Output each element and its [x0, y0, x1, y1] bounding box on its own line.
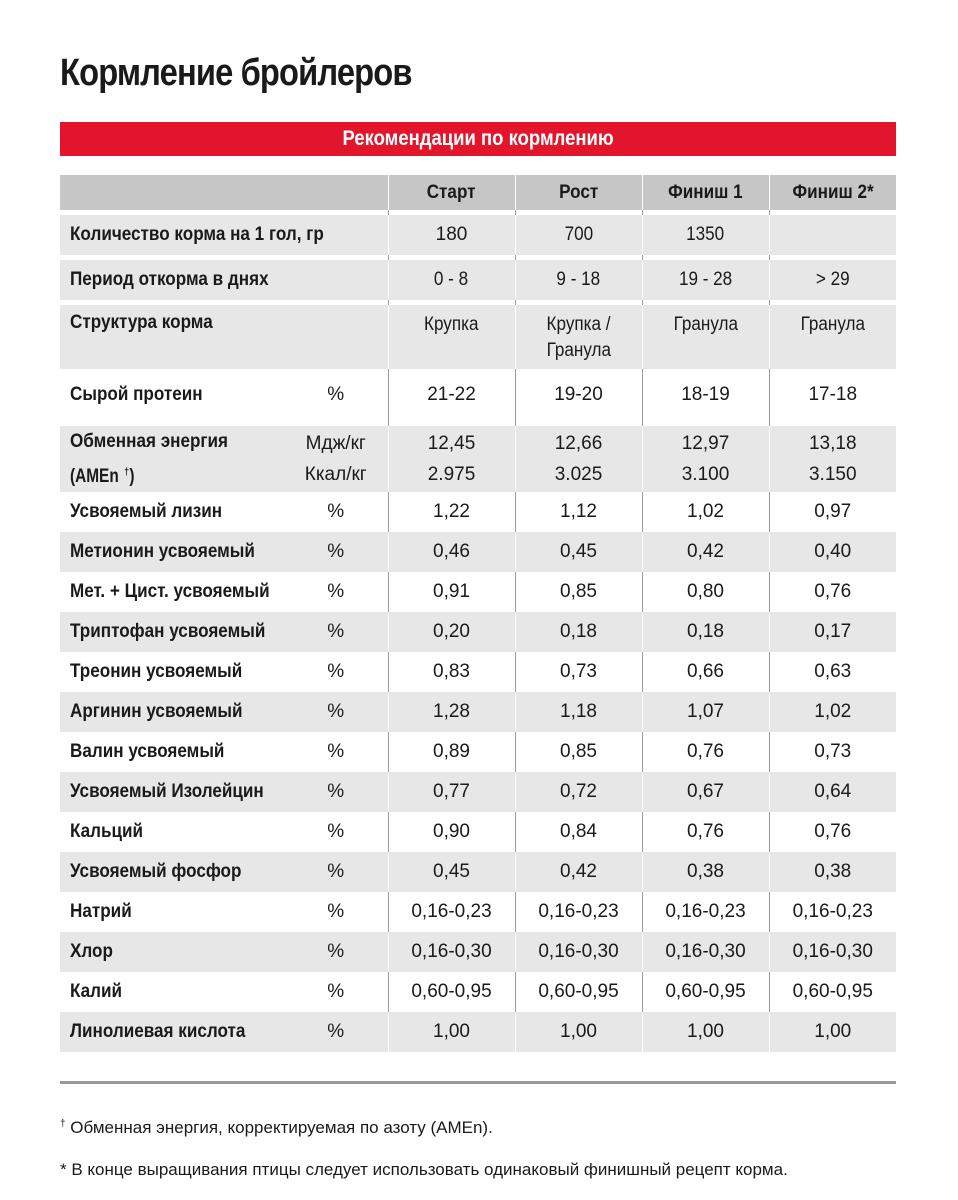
- row-unit: %: [300, 852, 388, 892]
- table-cell: 12,97 3.100: [642, 426, 769, 492]
- row-unit: %: [327, 981, 345, 1003]
- table-cell: 18-19: [642, 369, 769, 421]
- table-cell: 0,16-0,23: [642, 892, 769, 932]
- footnote-dagger: † Обменная энергия, корректируемая по азоту (AMEn).: [60, 1118, 493, 1137]
- table-row: [60, 732, 896, 772]
- row-label: Структура корма: [60, 305, 388, 369]
- table-cell: 0,76: [642, 812, 769, 852]
- table-cell: 0,16-0,30: [388, 932, 515, 972]
- row-unit: %: [300, 532, 388, 572]
- feeding-table: [60, 175, 896, 1052]
- table-cell: 0,73: [769, 732, 896, 772]
- table-cell: 0,97: [769, 492, 896, 532]
- table-cell: [769, 215, 896, 255]
- table-cell: 0,64: [769, 772, 896, 812]
- column-header: Старт: [388, 175, 515, 210]
- banner-text: Рекомендации по кормлению: [342, 127, 614, 150]
- table-cell: > 29: [769, 260, 896, 300]
- row-label: Калий: [70, 981, 123, 1003]
- table-cell: 1,02: [769, 692, 896, 732]
- table-cell: 0,45: [515, 532, 642, 572]
- footnote-star: * В конце выращивания птицы следует использовать одинаковый финишный рецепт корма.: [60, 1160, 788, 1179]
- table-cell: 1,12: [515, 492, 642, 532]
- table-row: [60, 426, 896, 492]
- table-row: [60, 1012, 896, 1052]
- table-cell: 0,16-0,30: [769, 932, 896, 972]
- column-header: Финиш 2*: [769, 175, 896, 210]
- row-label: Линолиевая кислота: [60, 1012, 300, 1052]
- table-cell: 9 - 18: [515, 260, 642, 300]
- table-row: [60, 305, 896, 369]
- table-cell: 0,80: [642, 572, 769, 612]
- row-unit: %: [300, 1012, 388, 1052]
- column-header: Рост: [515, 175, 642, 210]
- table-cell: 1,02: [642, 492, 769, 532]
- table-cell: 0,60-0,95: [388, 972, 515, 1012]
- row-unit: %: [327, 661, 345, 683]
- table-row: [60, 260, 896, 300]
- table-row: [60, 852, 896, 892]
- table-cell: 0,46: [388, 532, 515, 572]
- row-label: Сырой протеин: [70, 384, 203, 405]
- row-unit: %: [300, 612, 388, 652]
- table-cell: 0,16-0,30: [515, 932, 642, 972]
- row-label: Треонин усвояемый: [70, 661, 243, 683]
- table-row: [60, 652, 896, 692]
- table-cell: 0,91: [388, 572, 515, 612]
- table-cell: 0,42: [642, 532, 769, 572]
- table-cell: 0,76: [769, 812, 896, 852]
- table-header-row: [60, 175, 896, 210]
- row-unit: %: [327, 501, 345, 523]
- table-cell: 0,72: [515, 772, 642, 812]
- section-banner: [60, 122, 896, 156]
- table-row: [60, 492, 896, 532]
- table-cell: 0,90: [388, 812, 515, 852]
- table-cell: 1,00: [388, 1012, 515, 1052]
- row-label: Хлор: [60, 932, 300, 972]
- table-cell: 0,45: [388, 852, 515, 892]
- table-cell: 0,83: [388, 652, 515, 692]
- table-cell: 0,60-0,95: [515, 972, 642, 1012]
- table-cell: 1,00: [769, 1012, 896, 1052]
- table-cell: 0,16-0,23: [769, 892, 896, 932]
- table-row: [60, 532, 896, 572]
- table-bottom-rule: [60, 1081, 896, 1084]
- table-cell: 1,22: [388, 492, 515, 532]
- table-cell: 1,00: [515, 1012, 642, 1052]
- table-cell: 0,60-0,95: [769, 972, 896, 1012]
- table-cell: 0,73: [515, 652, 642, 692]
- table-row: [60, 692, 896, 732]
- table-row: [60, 215, 896, 255]
- row-label: Обменная энергия (AMEn †): [60, 426, 300, 492]
- row-label: Метионин усвояемый: [60, 532, 300, 572]
- table-row: [60, 612, 896, 652]
- row-label: Усвояемый фосфор: [60, 852, 300, 892]
- table-cell: 0,38: [642, 852, 769, 892]
- table-cell: 1,07: [642, 692, 769, 732]
- table-cell: 1,18: [515, 692, 642, 732]
- table-cell: 0,76: [769, 572, 896, 612]
- row-unit: Мдж/кг Ккал/кг: [300, 426, 388, 492]
- table-cell: 19-20: [515, 369, 642, 421]
- row-label: Количество корма на 1 гол, гр: [60, 215, 388, 255]
- table-cell: 0,84: [515, 812, 642, 852]
- row-label: Мет. + Цист. усвояемый: [70, 581, 270, 603]
- table-cell: 0,40: [769, 532, 896, 572]
- row-unit: %: [300, 692, 388, 732]
- table-cell: Гранула: [642, 305, 769, 369]
- table-cell: 21-22: [388, 369, 515, 421]
- table-row: [60, 892, 896, 932]
- table-cell: 1,28: [388, 692, 515, 732]
- table-cell: 0,18: [642, 612, 769, 652]
- row-unit: %: [327, 741, 345, 763]
- table-cell: 12,45 2.975: [388, 426, 515, 492]
- table-cell: 0,76: [642, 732, 769, 772]
- table-cell: 0 - 8: [388, 260, 515, 300]
- table-cell: 0,89: [388, 732, 515, 772]
- row-unit: %: [327, 581, 345, 603]
- row-label: Триптофан усвояемый: [60, 612, 300, 652]
- table-cell: 0,67: [642, 772, 769, 812]
- table-cell: 17-18: [769, 369, 896, 421]
- table-cell: 0,20: [388, 612, 515, 652]
- row-label: Усвояемый Изолейцин: [60, 772, 300, 812]
- table-cell: 1,00: [642, 1012, 769, 1052]
- table-cell: 0,38: [769, 852, 896, 892]
- row-label: Натрий: [70, 901, 132, 923]
- table-cell: 0,16-0,30: [642, 932, 769, 972]
- table-cell: 0,63: [769, 652, 896, 692]
- table-row: [60, 572, 896, 612]
- row-unit: %: [300, 932, 388, 972]
- row-label: Кальций: [70, 821, 144, 843]
- table-cell: 0,66: [642, 652, 769, 692]
- table-cell: 19 - 28: [642, 260, 769, 300]
- table-row: [60, 972, 896, 1012]
- table-cell: 0,60-0,95: [642, 972, 769, 1012]
- row-label: Период откорма в днях: [60, 260, 388, 300]
- table-row: [60, 932, 896, 972]
- table-cell: 0,85: [515, 732, 642, 772]
- row-unit: %: [327, 384, 345, 405]
- row-unit: %: [300, 772, 388, 812]
- table-cell: 180: [388, 215, 515, 255]
- row-label: Усвояемый лизин: [70, 501, 223, 523]
- column-header: Финиш 1: [642, 175, 769, 210]
- row-unit: %: [327, 901, 345, 923]
- table-cell: Гранула: [769, 305, 896, 369]
- table-cell: 0,16-0,23: [515, 892, 642, 932]
- table-cell: 0,85: [515, 572, 642, 612]
- table-cell: Крупка: [388, 305, 515, 369]
- table-cell: 1350: [642, 215, 769, 255]
- table-cell: 0,17: [769, 612, 896, 652]
- page-title: Кормление бройлеров: [60, 52, 412, 94]
- table-cell: 0,18: [515, 612, 642, 652]
- table-row: [60, 772, 896, 812]
- table-cell: 13,18 3.150: [769, 426, 896, 492]
- table-cell: Крупка / Гранула: [515, 305, 642, 369]
- table-cell: 0,16-0,23: [388, 892, 515, 932]
- row-label: Валин усвояемый: [70, 741, 225, 763]
- table-cell: 700: [515, 215, 642, 255]
- table-cell: 12,66 3.025: [515, 426, 642, 492]
- table-row: [60, 369, 896, 421]
- row-unit: %: [327, 821, 345, 843]
- table-row: [60, 812, 896, 852]
- table-cell: 0,42: [515, 852, 642, 892]
- table-cell: 0,77: [388, 772, 515, 812]
- row-label: Аргинин усвояемый: [60, 692, 300, 732]
